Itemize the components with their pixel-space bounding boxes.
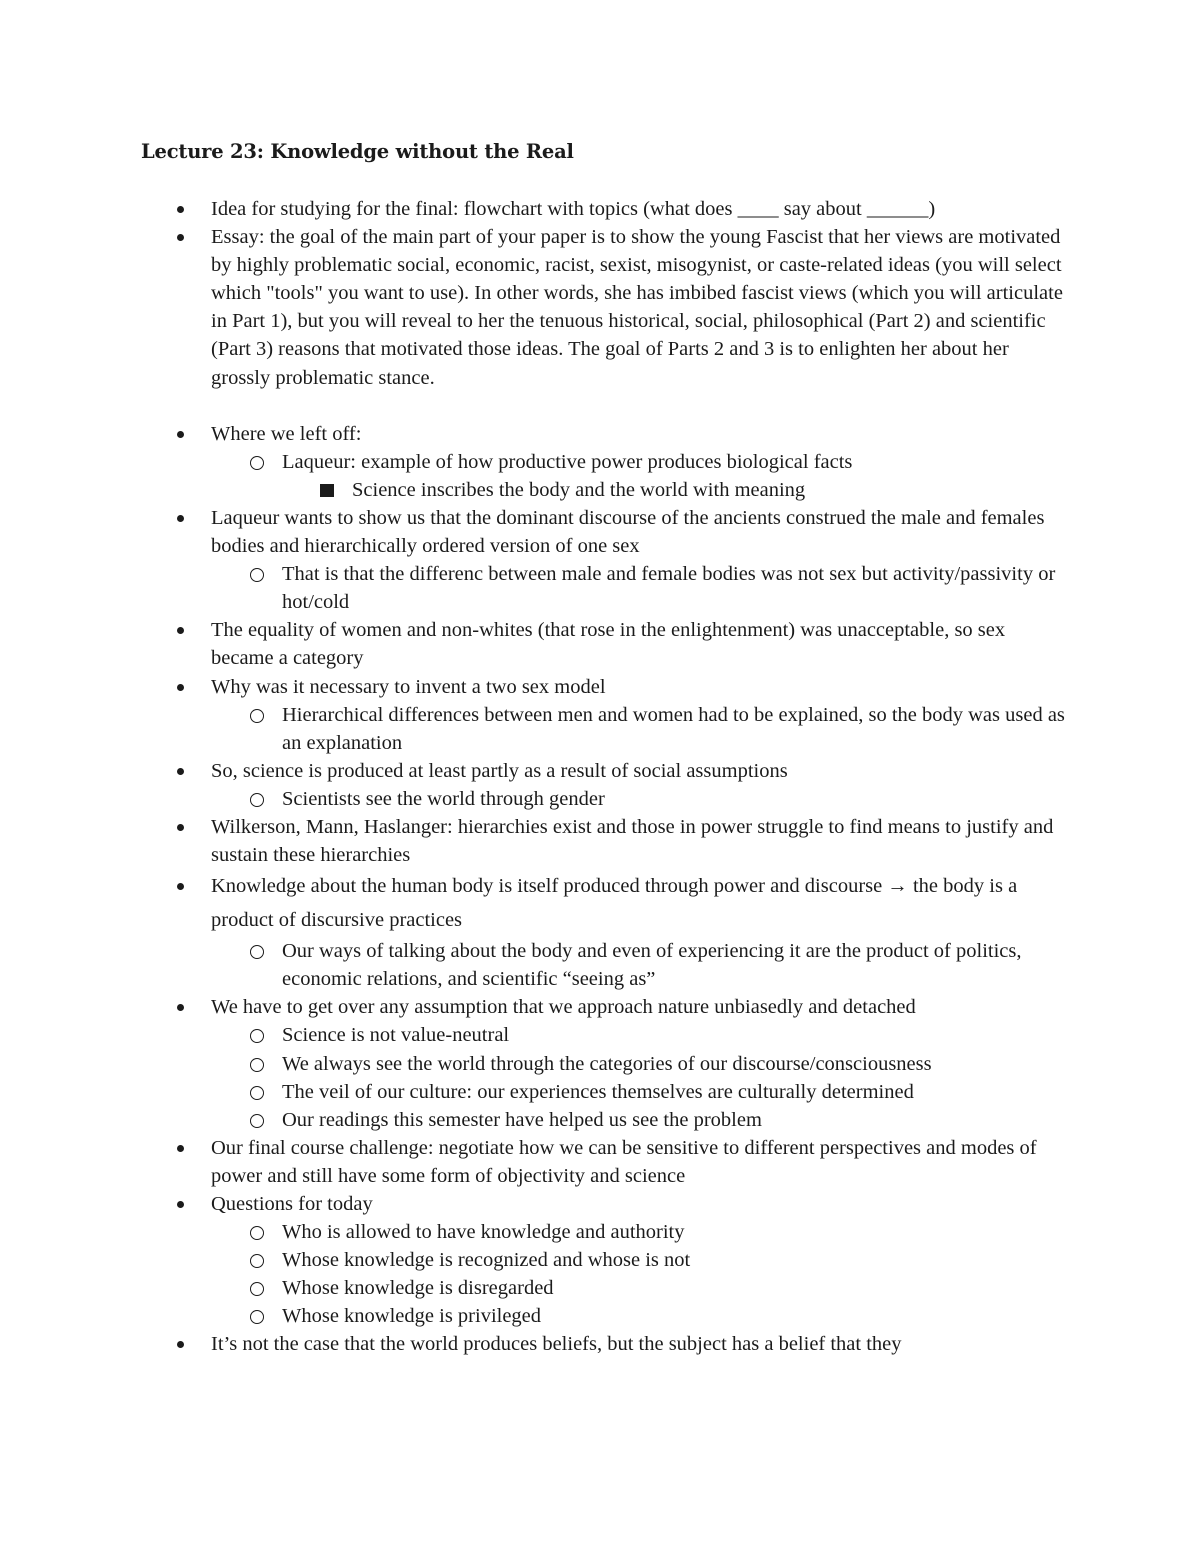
list-item: Wilkerson, Mann, Haslanger: hierarchies exist and those in power struggle to find means to justify and sustain these hierarchies [140,813,1065,869]
list-item: So, science is produced at least partly as a result of social assumptions [140,757,1065,785]
lecture-notes-list [140,195,1065,1359]
list-subitem: That is that the differenc between male and female bodies was not sex but activity/passivity or hot/cold [140,560,1065,616]
bullet-dot-icon [177,768,184,775]
list-subitem: Science is not value-neutral [140,1021,1065,1049]
bullet-circle-icon [250,1029,264,1043]
page-title: Lecture 23: Knowledge without the Real [141,140,574,163]
list-subitem: Our ways of talking about the body and even of experiencing it are the product of politics, economic relations, and scientific “seeing as” [140,937,1065,993]
list-item: Why was it necessary to invent a two sex model [140,673,1065,701]
list-item: It’s not the case that the world produces beliefs, but the subject has a belief that they [140,1330,1065,1358]
list-item: Questions for today [140,1190,1065,1218]
bullet-circle-icon [250,1086,264,1100]
list-item: We have to get over any assumption that we approach nature unbiasedly and detached [140,993,1065,1021]
bullet-square-icon [320,484,334,497]
list-subsubitem: Science inscribes the body and the world with meaning [140,476,1065,504]
bullet-circle-icon [250,1226,264,1240]
bullet-dot-icon [177,431,184,438]
bullet-dot-icon [177,1004,184,1011]
bullet-circle-icon [250,1114,264,1128]
blank-line [140,392,1065,420]
bullet-circle-icon [250,945,264,959]
bullet-circle-icon [250,568,264,582]
list-subitem: Hierarchical differences between men and women had to be explained, so the body was used as an explanation [140,701,1065,757]
bullet-dot-icon [177,883,184,890]
list-item: Our final course challenge: negotiate how we can be sensitive to different perspectives and modes of power and still have some form of objectivity and science [140,1134,1065,1190]
list-item: Knowledge about the human body is itself produced through power and discourse → the body is a product of discursive practices [140,869,1065,937]
bullet-circle-icon [250,1282,264,1296]
list-subitem: We always see the world through the categories of our discourse/consciousness [140,1050,1065,1078]
bullet-circle-icon [250,1058,264,1072]
bullet-dot-icon [177,1201,184,1208]
list-item: Laqueur wants to show us that the dominant discourse of the ancients construed the male and females bodies and hierarchically ordered version of one sex [140,504,1065,560]
bullet-dot-icon [177,684,184,691]
bullet-dot-icon [177,1341,184,1348]
list-subitem: Our readings this semester have helped us see the problem [140,1106,1065,1134]
bullet-dot-icon [177,1145,184,1152]
bullet-circle-icon [250,1310,264,1324]
bullet-circle-icon [250,1254,264,1268]
bullet-dot-icon [177,234,184,241]
bullet-dot-icon [177,515,184,522]
bullet-dot-icon [177,627,184,634]
list-subitem: Who is allowed to have knowledge and authority [140,1218,1065,1246]
bullet-circle-icon [250,456,264,470]
list-subitem: The veil of our culture: our experiences themselves are culturally determined [140,1078,1065,1106]
list-item: Essay: the goal of the main part of your paper is to show the young Fascist that her views are motivated by highly problematic social, economic, racist, sexist, misogynist, or caste-related ideas (you will select which "tools" you want to use). In other words, she has imbibed fascist views (which you will articulate in Part 1), but you will reveal to her the tenuous historical, social, philosophical (Part 2) and scientific (Part 3) reasons that motivated those ideas. The goal of Parts 2 and 3 is to enlighten her about her grossly problematic stance. [140,223,1065,392]
bullet-circle-icon [250,793,264,807]
list-subitem: Whose knowledge is disregarded [140,1274,1065,1302]
list-subitem: Whose knowledge is privileged [140,1302,1065,1330]
bullet-circle-icon [250,709,264,723]
list-subitem: Whose knowledge is recognized and whose is not [140,1246,1065,1274]
list-item: Idea for studying for the final: flowchart with topics (what does ____ say about ______) [140,195,1065,223]
list-item: The equality of women and non-whites (that rose in the enlightenment) was unacceptable, so sex became a category [140,616,1065,672]
bullet-dot-icon [177,824,184,831]
list-subitem: Laqueur: example of how productive power produces biological facts [140,448,1065,476]
list-subitem: Scientists see the world through gender [140,785,1065,813]
bullet-dot-icon [177,206,184,213]
list-item: Where we left off: [140,420,1065,448]
